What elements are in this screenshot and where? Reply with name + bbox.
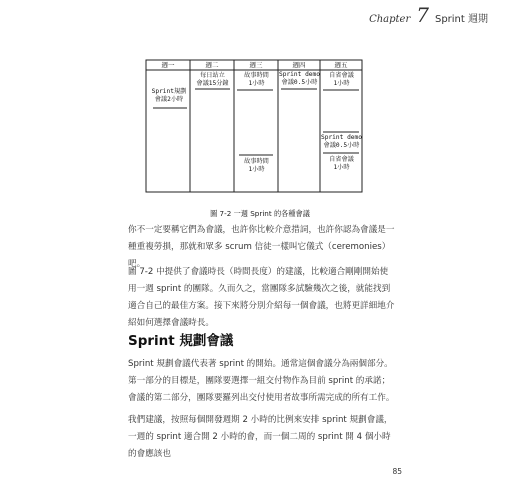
paragraph: 我們建議，按照每個開發週期 2 小時的比例來安排 sprint 規劃會議，一週的 sprint 適合開 2 小時的會，而一個二周的 sprint 開 4 個小時的會應該也 xyxy=(128,415,393,459)
chapter-number: 7 xyxy=(416,3,429,27)
paragraph: 你不一定要稱它們為會議，也許你比較介意措詞，也許你認為會議是一種重複勞損，那就和眾多 scrum 信徒一樣叫它儀式（ceremonies）吧。 xyxy=(128,225,395,269)
chapter-title: Sprint 週期 xyxy=(434,14,488,25)
paragraph: 圖 7-2 中提供了會議時長（時間長度）的建議，比較適合剛剛開始使用一週 sprint 的團隊。久而久之，當團隊多試驗幾次之後，就能找到適合自己的最佳方案。接下來將分別介紹每一個會議，也將更詳細地介紹如何選擇會議時長。 xyxy=(128,267,395,328)
note-mon-planning: Sprint規劃 會議2小時 xyxy=(151,88,187,103)
chapter-word: Chapter xyxy=(369,14,411,25)
page-number: 85 xyxy=(392,467,402,476)
weekly-meetings-figure xyxy=(145,52,365,198)
figure-caption: 圖 7-2 一週 Sprint 的各種會議 xyxy=(210,209,310,218)
paragraph: Sprint 規劃會議代表著 sprint 的開始。通常這個會議分為兩個部分。第一部分的目標是，團隊要選擇一組交付物作為目前 sprint 的承諾；會議的第二部分，團隊要羅列出交付使用者故事所需完成的所有工作。 xyxy=(128,359,395,403)
note-thu-demo: Sprint demo 會議0.5小時 xyxy=(279,71,320,86)
day-label-thu: 週四 xyxy=(292,61,306,69)
day-label-tue: 週二 xyxy=(205,61,219,69)
note-fri-demo: Sprint demo 會議0.5小時 xyxy=(321,134,362,149)
day-label-fri: 週五 xyxy=(334,61,348,69)
note-fri-retro: 自省會議 1小時 xyxy=(329,72,354,87)
note-wed-story-2: 故事時間 1小時 xyxy=(244,158,269,173)
section-title: Sprint 規劃會議 xyxy=(128,333,234,349)
note-wed-story: 故事時間 1小時 xyxy=(244,72,269,87)
note-fri-retro-2: 自省會議 1小時 xyxy=(329,156,354,171)
note-tue-standup: 每日站立 會議15分鐘 xyxy=(196,72,229,87)
day-label-wed: 週三 xyxy=(249,61,263,69)
running-header xyxy=(369,3,488,27)
day-label-mon: 週一 xyxy=(161,61,175,69)
